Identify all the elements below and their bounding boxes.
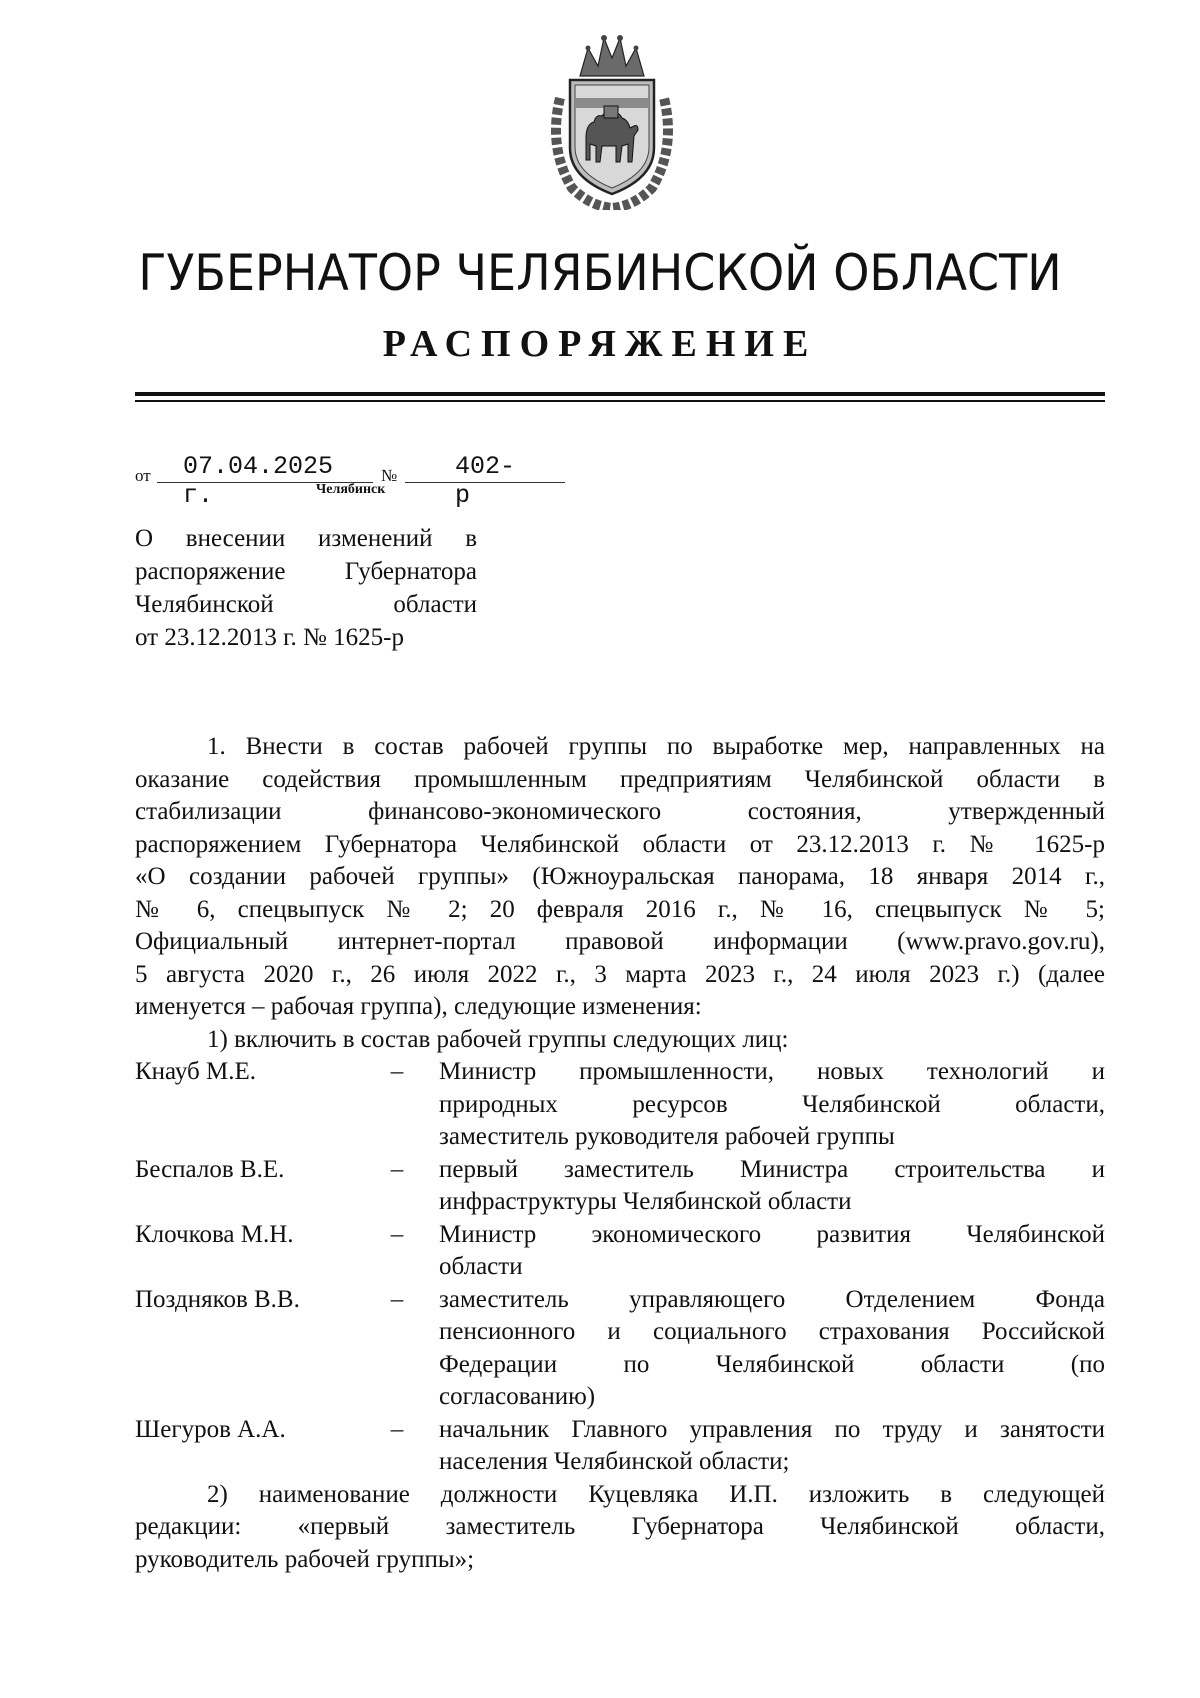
paragraph-line: 1. Внести в состав рабочей группы по выработке мер, направленных на	[207, 733, 1105, 760]
member-position	[439, 1284, 1105, 1414]
member-position-line: населения Челябинской области;	[439, 1448, 790, 1475]
header-rule-thin	[135, 400, 1105, 402]
member-position-line: инфраструктуры Челябинской области	[439, 1188, 852, 1215]
from-label: от	[135, 466, 151, 485]
member-position	[439, 1056, 1105, 1154]
paragraph-line: руководитель рабочей группы»;	[135, 1545, 475, 1573]
member-position	[439, 1414, 1105, 1479]
member-dash: –	[390, 1058, 404, 1085]
member-name: Клочкова М.Н.	[135, 1220, 294, 1248]
member-dash: –	[390, 1415, 404, 1443]
paragraph-line: именуется – рабочая группа), следующие изменения:	[135, 993, 702, 1020]
member-name: Кнауб М.Е.	[135, 1058, 257, 1085]
member-position-line: заместитель руководителя рабочей группы	[439, 1123, 895, 1150]
member-row	[135, 1154, 1105, 1219]
member-dash: –	[390, 1220, 404, 1248]
member-position-line: заместитель управляющего Отделением Фонда	[439, 1285, 1105, 1313]
subject-line: распоряжение Губернатора	[135, 558, 477, 585]
paragraph-line: № 6, спецвыпуск № 2; 20 февраля 2016 г., № 16, спецвыпуск № 5;	[135, 895, 1105, 923]
member-position	[439, 1154, 1105, 1219]
member-row	[135, 1219, 1105, 1284]
document-type: РАСПОРЯЖЕНИЕ	[382, 323, 818, 365]
member-position-line: согласованию)	[439, 1383, 596, 1410]
paragraph-line: распоряжением Губернатора Челябинской области от 23.12.2013 г. № 1625-р	[135, 830, 1105, 858]
member-position-line: первый заместитель Министра строительства и	[439, 1155, 1105, 1183]
paragraph-line: 5 августа 2020 г., 26 июля 2022 г., 3 марта 2023 г., 24 июля 2023 г.) (далее	[135, 960, 1105, 988]
paragraph-line: редакции: «первый заместитель Губернатора Челябинской области,	[135, 1513, 1105, 1540]
member-position-line: области	[439, 1253, 523, 1280]
organization-title: ГУБЕРНАТОР ЧЕЛЯБИНСКОЙ ОБЛАСТИ	[138, 244, 1062, 302]
chelyabinsk-coat-of-arms-icon	[542, 28, 682, 210]
member-position-line: начальник Главного управления по труду и занятости	[439, 1415, 1105, 1443]
member-row	[135, 1414, 1105, 1479]
member-row	[135, 1056, 1105, 1154]
member-dash: –	[390, 1155, 404, 1183]
document-number: 402-р	[455, 452, 516, 510]
member-name: Беспалов В.Е.	[135, 1155, 285, 1183]
document-subject	[135, 522, 477, 654]
member-position-line: пенсионного и социального страхования Российской	[439, 1318, 1105, 1345]
paragraph-line: стабилизации финансово-экономического состояния, утвержденный	[135, 798, 1105, 825]
member-row	[135, 1284, 1105, 1414]
document-body	[135, 731, 1105, 1576]
member-dash: –	[390, 1285, 404, 1313]
paragraph-line: Официальный интернет-портал правовой информации (www.pravo.gov.ru),	[135, 928, 1105, 955]
number-label: №	[381, 466, 398, 485]
document-date: 07.04.2025 г.	[183, 452, 334, 510]
paragraph-line: оказание содействия промышленным предприятиям Челябинской области в	[135, 765, 1105, 793]
subject-line: Челябинской области	[135, 591, 477, 618]
member-position-line: Министр промышленности, новых технологий и	[439, 1058, 1105, 1085]
subject-line: от 23.12.2013 г. № 1625-р	[135, 624, 404, 651]
paragraph-1	[135, 731, 1105, 1024]
header-rule-thick	[135, 392, 1105, 396]
subject-line: О внесении изменений в	[135, 525, 477, 552]
item-1: 1) включить в состав рабочей группы следующих лиц:	[207, 1025, 789, 1053]
paragraph-line: «О создании рабочей группы» (Южноуральская панорама, 18 января 2014 г.,	[135, 863, 1105, 890]
item-2	[135, 1479, 1105, 1577]
member-name: Шегуров А.А.	[135, 1415, 286, 1443]
member-name: Поздняков В.В.	[135, 1285, 300, 1313]
member-list	[135, 1056, 1105, 1479]
member-position-line: природных ресурсов Челябинской области,	[439, 1090, 1105, 1118]
member-position	[439, 1219, 1105, 1284]
member-position-line: Федерации по Челябинской области (по	[439, 1350, 1105, 1378]
city-label: Челябинск	[316, 482, 386, 497]
paragraph-line: 2) наименование должности Куцевляка И.П. изложить в следующей	[207, 1480, 1105, 1508]
member-position-line: Министр экономического развития Челябинской	[439, 1220, 1105, 1248]
